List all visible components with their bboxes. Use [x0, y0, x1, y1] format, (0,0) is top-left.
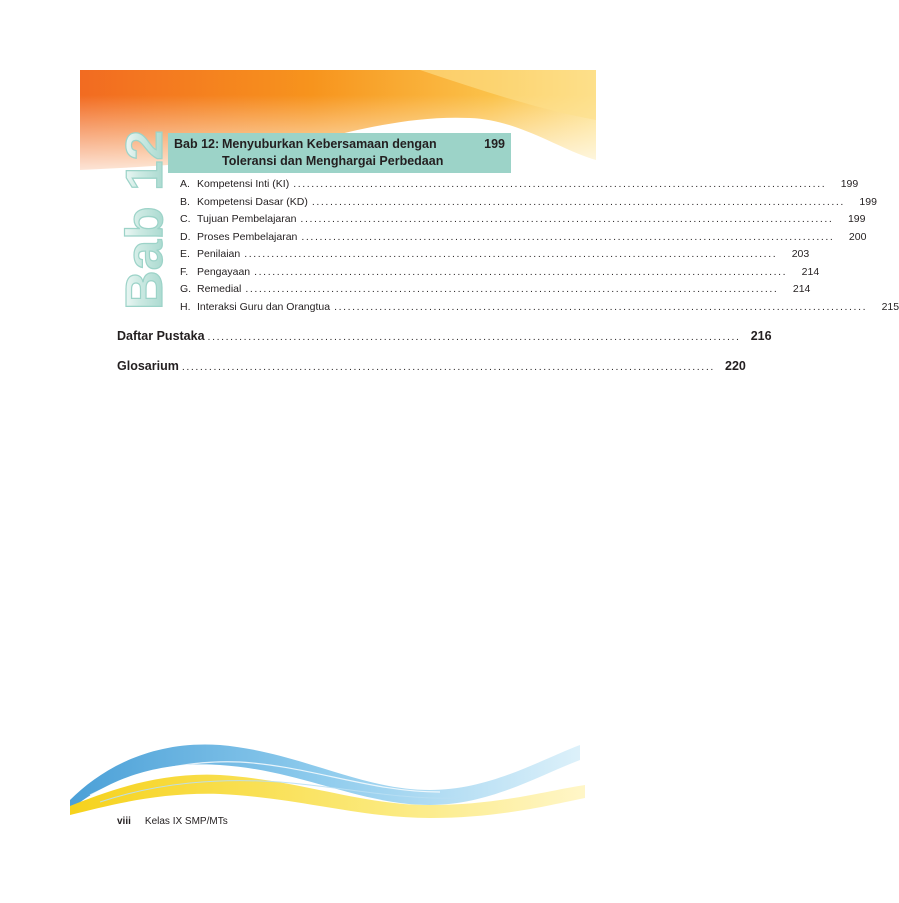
toc-entry[interactable]: [180, 178, 859, 196]
chapter-page-number: 199: [484, 137, 505, 151]
toc-entry-page: 199: [847, 213, 866, 225]
toc-entry-letter: A.: [180, 178, 190, 190]
dot-leader: ......................................................................................................................: [245, 283, 779, 295]
toc-entry[interactable]: [180, 213, 866, 231]
dot-leader: ......................................................................................................................: [244, 248, 778, 260]
footer-book-title: Kelas IX SMP/MTs: [144, 816, 228, 827]
toc-entry-page: 199: [840, 178, 859, 190]
toc-entry[interactable]: [180, 300, 899, 319]
toc-entry[interactable]: [180, 283, 811, 301]
toc-entry-page: 215: [881, 300, 899, 313]
toc-entry-title: Penilaian: [197, 248, 241, 260]
toc-entry-title: Kompetensi Inti (KI): [197, 178, 290, 190]
toc-entry-title: Tujuan Pembelajaran: [197, 213, 297, 225]
toc-entry-page: 214: [801, 265, 820, 278]
chapter-title-line2: Toleransi dan Menghargai Perbedaan: [222, 154, 444, 168]
page-footer: [117, 816, 228, 827]
toc-entry[interactable]: [180, 265, 820, 284]
toc-entry-letter: D.: [180, 230, 191, 243]
toc-entry-letter: G.: [180, 283, 192, 295]
toc-entry-page: 203: [791, 248, 810, 260]
toc-entry-title: Kompetensi Dasar (KD): [197, 195, 308, 208]
dot-leader: ......................................................................................................................: [207, 331, 741, 343]
dot-leader: ......................................................................................................................: [301, 230, 835, 243]
back-matter-title: Daftar Pustaka: [117, 329, 205, 343]
toc-entry-letter: C.: [180, 213, 191, 225]
back-matter-page: 216: [750, 329, 772, 343]
toc-entry-page: 199: [859, 195, 877, 208]
footer-page-number: viii: [117, 816, 131, 827]
toc-entry-letter: E.: [180, 248, 190, 260]
chapter-badge-text: Bab 12: [116, 139, 174, 310]
chapter-label: Bab 12:: [174, 137, 220, 151]
chapter-header[interactable]: [168, 133, 511, 173]
toc-entry-title: Interaksi Guru dan Orangtua: [197, 300, 331, 313]
toc-entry-page: 214: [792, 283, 811, 295]
toc-entry-title: Proses Pembelajaran: [197, 230, 298, 243]
back-matter-page: 220: [725, 359, 746, 373]
dot-leader: ......................................................................................................................: [293, 178, 827, 190]
dot-leader: ......................................................................................................................: [300, 213, 834, 225]
toc-entry-page: 200: [848, 230, 867, 243]
toc-entry-title: Pengayaan: [197, 265, 251, 278]
bottom-wave: [70, 744, 585, 818]
toc-entry-glosarium[interactable]: [117, 359, 746, 373]
dot-leader: ......................................................................................................................: [181, 361, 715, 373]
section-list: [180, 178, 899, 318]
toc-entry-title: Remedial: [197, 283, 242, 295]
toc-entry[interactable]: [180, 248, 810, 266]
dot-leader: ......................................................................................................................: [334, 300, 868, 313]
back-matter-title: Glosarium: [117, 359, 179, 373]
toc-entry-letter: B.: [180, 195, 190, 208]
toc-entry-letter: F.: [180, 265, 189, 278]
toc-entry[interactable]: [180, 230, 867, 249]
dot-leader: ......................................................................................................................: [311, 195, 845, 208]
toc-entry[interactable]: [180, 195, 877, 214]
chapter-badge: [112, 120, 172, 320]
dot-leader: ......................................................................................................................: [254, 265, 788, 278]
toc-entry-letter: H.: [180, 300, 191, 313]
toc-entry-daftar-pustaka[interactable]: [117, 329, 772, 343]
chapter-title-line1: Menyuburkan Kebersamaan dengan: [222, 137, 437, 151]
